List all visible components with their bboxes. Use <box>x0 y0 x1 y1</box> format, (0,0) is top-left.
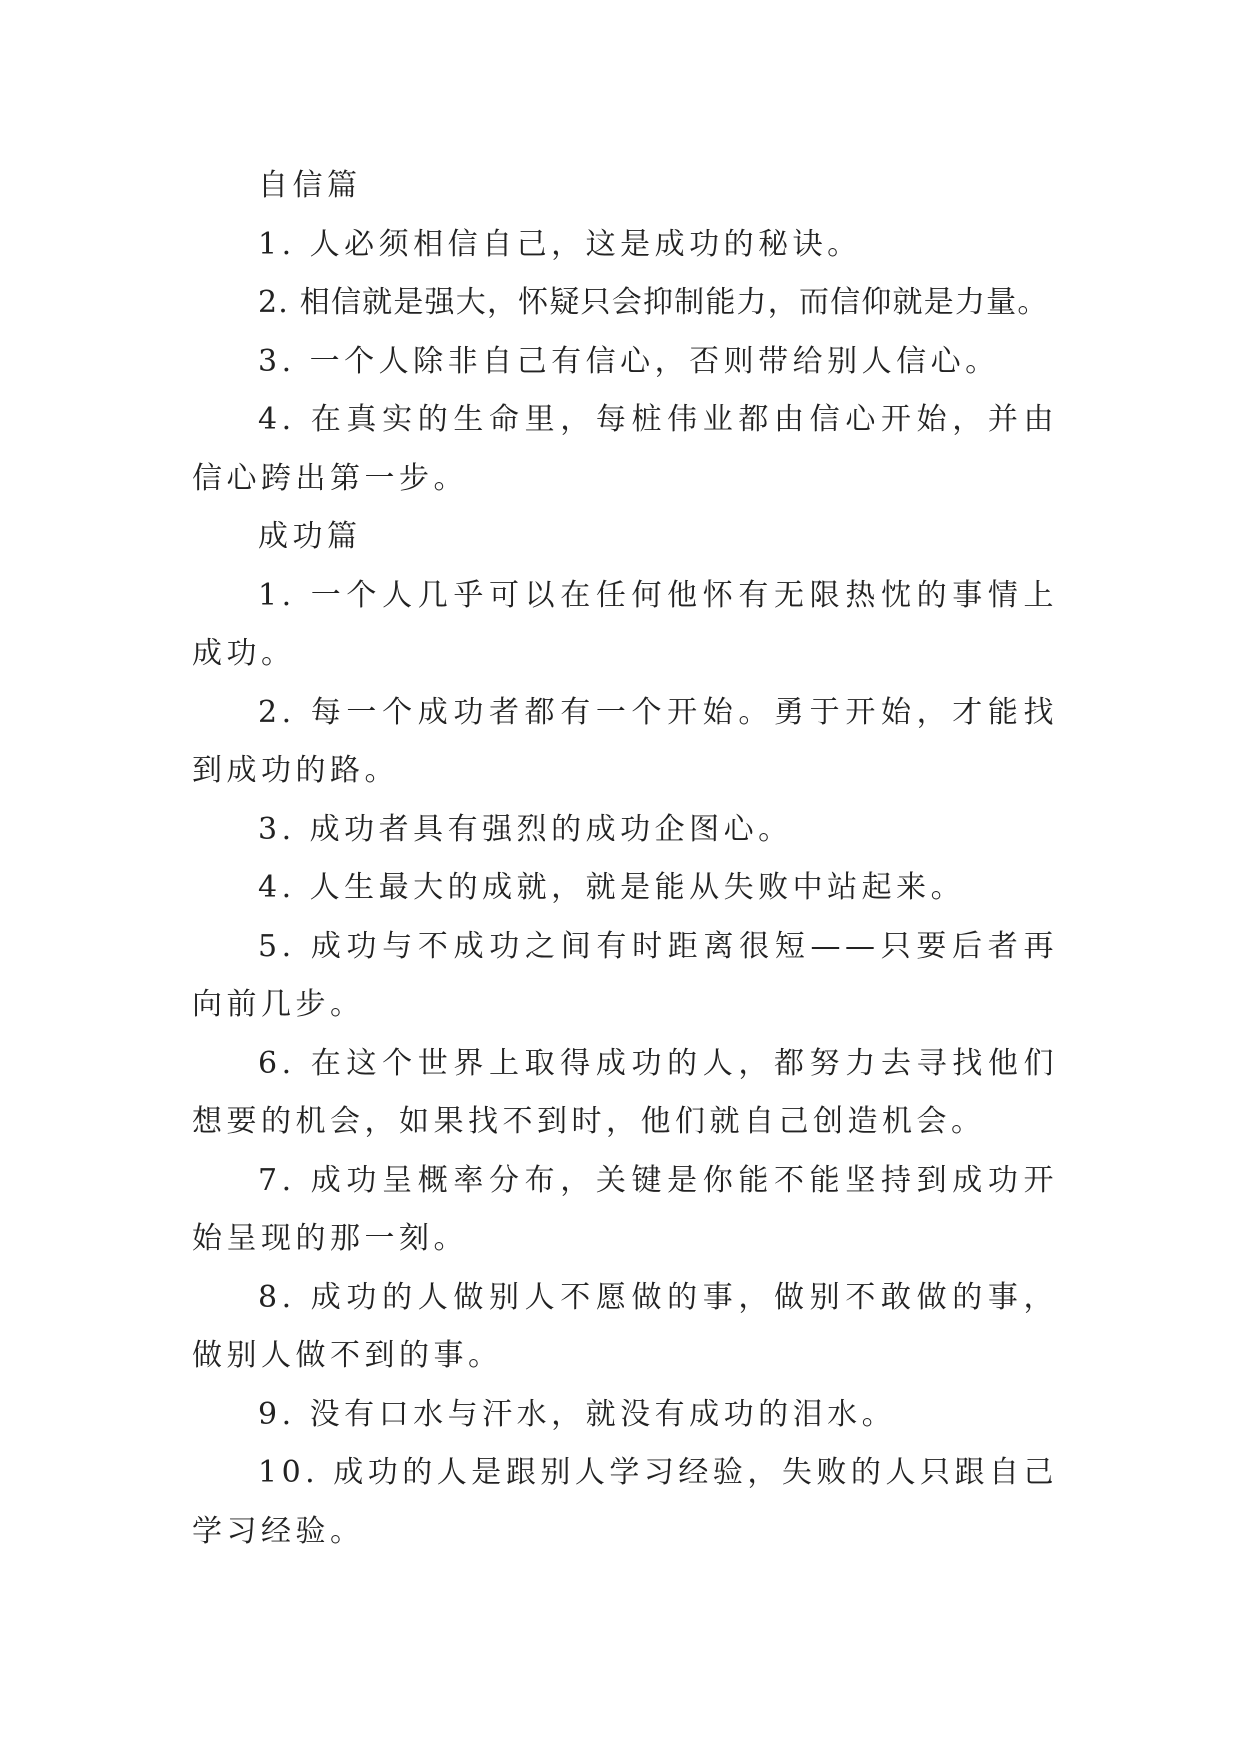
success-item-5: 5. 成功与不成功之间有时距离很短——只要后者再向前几步。 <box>192 928 1058 1022</box>
success-item-8: 8. 成功的人做别人不愿做的事，做别不敢做的事，做别人做不到的事。 <box>192 1279 1058 1373</box>
success-item-9: 9. 没有口水与汗水，就没有成功的泪水。 <box>258 1396 897 1432</box>
confidence-item-3: 3. 一个人除非自己有信心，否则带给别人信心。 <box>258 343 1000 379</box>
success-item-1: 1. 一个人几乎可以在任何他怀有无限热忱的事情上成功。 <box>192 577 1058 671</box>
confidence-item-4: 4. 在真实的生命里，每桩伟业都由信心开始，并由信心跨出第一步。 <box>192 402 1058 496</box>
success-item-2: 2. 每一个成功者都有一个开始。勇于开始，才能找到成功的路。 <box>192 694 1058 788</box>
confidence-item-1: 1. 人必须相信自己，这是成功的秘诀。 <box>258 226 862 262</box>
section-heading-success: 成功篇 <box>258 519 362 554</box>
success-item-6: 6. 在这个世界上取得成功的人，都努力去寻找他们想要的机会，如果找不到时，他们就自己创造机会。 <box>192 1045 1058 1139</box>
success-item-4: 4. 人生最大的成就，就是能从失败中站起来。 <box>258 870 966 905</box>
success-item-3: 3. 成功者具有强烈的成功企图心。 <box>258 811 793 847</box>
section-heading-confidence: 自信篇 <box>258 168 362 203</box>
document-body <box>192 157 1058 1561</box>
confidence-item-2: 2. 相信就是强大，怀疑只会抑制能力，而信仰就是力量。 <box>258 285 1049 320</box>
success-item-7: 7. 成功呈概率分布，关键是你能不能坚持到成功开始呈现的那一刻。 <box>192 1162 1058 1256</box>
success-item-10: 10. 成功的人是跟别人学习经验，失败的人只跟自己学习经验。 <box>192 1455 1058 1549</box>
